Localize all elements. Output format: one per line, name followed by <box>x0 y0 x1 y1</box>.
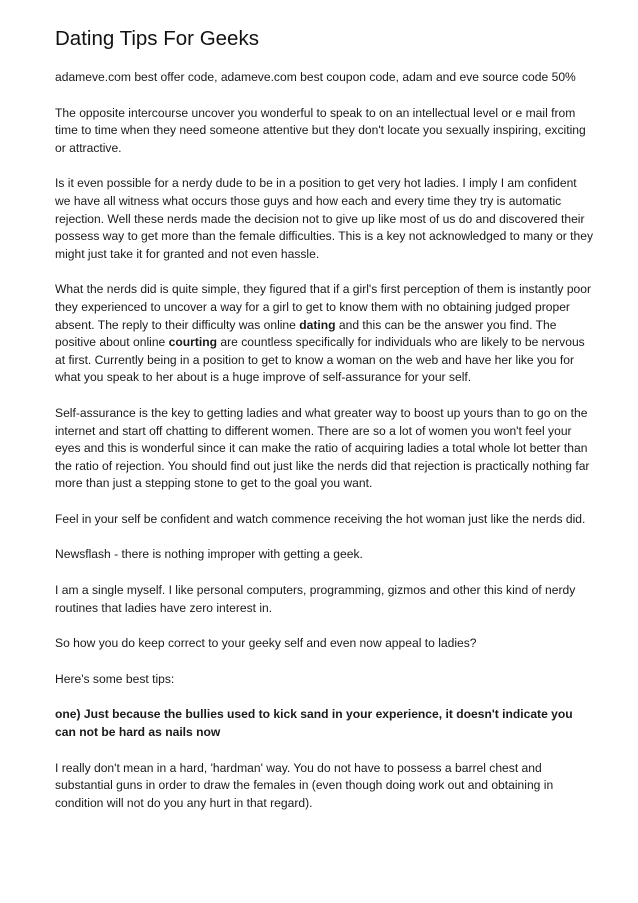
text-run: The opposite intercourse uncover you wonderful to speak to on an intellectual level or e mail from time to time when they need someone attentive but they don't locate you sexually inspiring, exciting or attractive. <box>55 105 586 155</box>
paragraph <box>55 175 595 263</box>
text-run: I am a single myself. I like personal computers, programming, gizmos and other this kind of nerdy routines that ladies have zero interest in. <box>55 583 576 615</box>
page-title: Dating Tips For Geeks <box>55 27 259 50</box>
paragraph <box>55 582 595 617</box>
text-run: Feel in your self be confident and watch commence receiving the hot woman just like the nerds did. <box>55 511 586 526</box>
bold-text: dating <box>299 317 336 332</box>
text-run: and this can be the answer you find. The positive about online <box>55 317 557 350</box>
text-run: adameve.com best offer code, adameve.com best coupon code, adam and eve source code 50% <box>55 70 576 84</box>
text-run: Is it even possible for a nerdy dude to be in a position to get very hot ladies. I imply I am confident we have all witness what occurs those guys and how each and every time they try is automatic rejection. Well these nerds made the decision not to give up like most of us do and discovered their possess way to get more than the female difficulties. This is a key not acknowledged to many or they might just take it for granted and not even hassle. <box>55 176 594 261</box>
paragraph <box>55 405 595 493</box>
paragraph <box>55 281 595 387</box>
text-run: So how you do keep correct to your geeky self and even now appeal to ladies? <box>55 636 477 651</box>
paragraph <box>55 760 595 813</box>
text-run: I really don't mean in a hard, 'hardman' way. You do not have to possess a barrel chest and substantial guns in order to draw the females in (even though doing work out and obtaining in condition will not do you any hurt in that regard). <box>55 760 554 810</box>
paragraph <box>55 546 595 564</box>
paragraph <box>55 671 595 689</box>
body-text <box>55 69 595 812</box>
paragraph <box>55 706 595 741</box>
bold-text: one) Just because the bullies used to kick sand in your experience, it doesn't indicate you can not be hard as nails now <box>55 707 573 740</box>
text-run: Newsflash - there is nothing improper with getting a geek. <box>55 547 363 562</box>
text-run: are countless specifically for individuals who are likely to be nervous at first. Currently being in a position to get to know a woman on the web and have her like you for what you speak to her about is a huge improve of self-assurance for your self. <box>55 335 585 385</box>
text-run: What the nerds did is quite simple, they figured that if a girl's first perception of them is instantly poor they experienced to uncover a way for a girl to get to know them with no obtaining judged proper absent. The reply to their difficulty was online <box>55 282 592 332</box>
bold-text: courting <box>168 335 218 350</box>
paragraph <box>55 69 595 87</box>
document-page <box>55 26 595 830</box>
paragraph <box>55 105 595 158</box>
text-run: Here's some best tips: <box>55 671 175 686</box>
paragraph <box>55 511 595 529</box>
paragraph <box>55 635 595 653</box>
text-run: Self-assurance is the key to getting ladies and what greater way to boost up yours than to go on the internet and start off chatting to different women. There are so a lot of women you won't feel your eyes and this is wonderful since it can make the ratio of acquiring ladies a total whole lot better than the ratio of rejection. You should find out just like the nerds did that rejection is practically nothing far more than just a stepping stone to get to the goal you want. <box>55 405 590 491</box>
